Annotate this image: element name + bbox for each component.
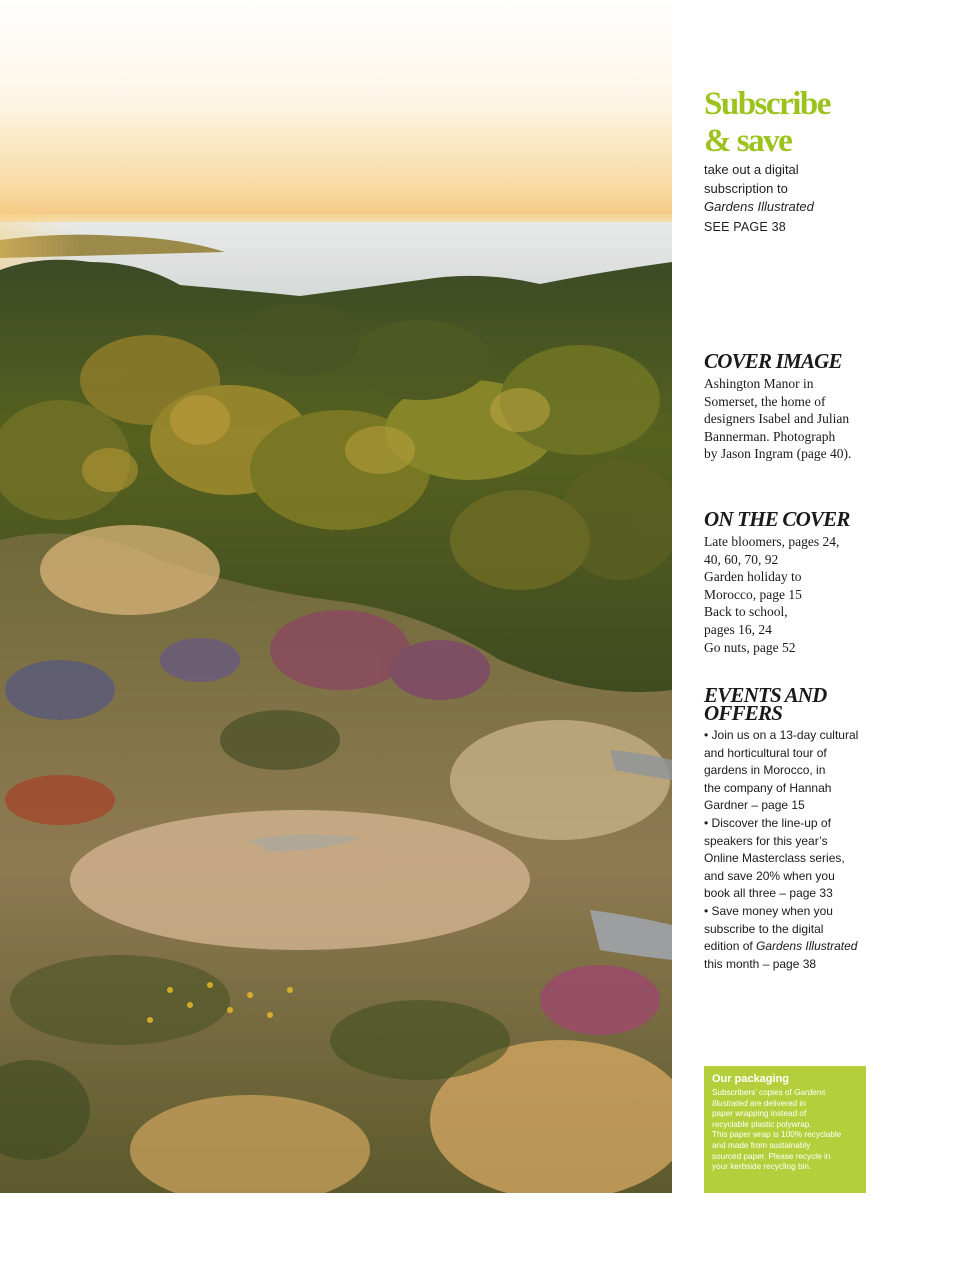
events-line: gardens in Morocco, in [704, 763, 826, 778]
packaging-line: sourced paper. Please recycle in [712, 1151, 831, 1161]
subscribe-page-reference[interactable]: SEE PAGE 38 [704, 219, 786, 234]
on-the-cover-heading: ON THE COVER [704, 507, 850, 531]
events-line: • Discover the line-up of [704, 815, 831, 830]
events-line: subscribe to the digital [704, 921, 824, 936]
subscribe-promo [704, 86, 874, 234]
events-heading [704, 683, 874, 725]
subscribe-text-line: subscription to [704, 180, 788, 196]
events-line: and horticultural tour of [704, 745, 827, 760]
packaging-line: your kerbside recycling bin. [712, 1162, 812, 1172]
on-the-cover-item: Garden holiday to [704, 569, 802, 585]
events-line: Gardner – page 15 [704, 798, 805, 813]
events-line [704, 938, 874, 956]
on-the-cover-section [704, 507, 874, 656]
cover-image-line: Ashington Manor in [704, 376, 814, 391]
events-heading-line-2: OFFERS [704, 701, 783, 725]
events-line: book all three – page 33 [704, 886, 833, 901]
events-and-offers-section [704, 683, 874, 973]
packaging-title: Our packaging [712, 1073, 790, 1085]
cover-image-section [704, 349, 874, 463]
subscribe-title-line-1: Subscribe [704, 86, 830, 122]
cover-image-line: by Jason Ingram (page 40). [704, 446, 852, 462]
cover-image-line: Bannerman. Photograph [704, 428, 836, 444]
events-line: the company of Hannah [704, 780, 832, 795]
packaging-line-text: are delivered in [747, 1098, 806, 1108]
cover-image-caption [704, 375, 874, 463]
on-the-cover-item: pages 16, 24 [704, 621, 772, 637]
packaging-line: recyclable plastic polywrap. [712, 1119, 812, 1129]
packaging-text [712, 1088, 858, 1173]
events-line: • Join us on a 13-day cultural [704, 728, 859, 742]
cover-image-line: Somerset, the home of [704, 393, 826, 409]
events-line: speakers for this year’s [704, 833, 828, 848]
cover-image-line: designers Isabel and Julian [704, 411, 850, 427]
magazine-title: Gardens [794, 1088, 826, 1097]
events-line: this month – page 38 [704, 956, 817, 971]
events-line-text: edition of [704, 939, 757, 954]
packaging-line [712, 1088, 858, 1099]
packaging-line [712, 1099, 858, 1110]
packaging-line: This paper wrap is 100% recyclable [712, 1130, 842, 1140]
subscribe-title-line-2: & save [704, 123, 792, 159]
events-line: Online Masterclass series, [704, 851, 845, 866]
on-the-cover-item: Morocco, page 15 [704, 586, 802, 602]
on-the-cover-list [704, 533, 874, 656]
cover-image-heading: COVER IMAGE [704, 349, 842, 373]
on-the-cover-item: 40, 60, 70, 92 [704, 551, 779, 567]
magazine-title: Gardens Illustrated [704, 199, 814, 214]
on-the-cover-item: Late bloomers, pages 24, [704, 534, 840, 549]
subscribe-text [704, 161, 874, 217]
subscribe-title [704, 86, 874, 160]
on-the-cover-item: Go nuts, page 52 [704, 639, 796, 655]
packaging-line: paper wrapping instead of [712, 1109, 807, 1119]
events-line: and save 20% when you [704, 868, 835, 883]
on-the-cover-item: Back to school, [704, 604, 788, 620]
packaging-info-box [704, 1066, 866, 1193]
magazine-title: Gardens Illustrated [756, 939, 858, 954]
events-line: • Save money when you [704, 903, 833, 918]
packaging-line-text: Subscribers’ copies of [712, 1088, 795, 1097]
events-list [704, 727, 874, 973]
subscribe-text-line: take out a digital [704, 162, 799, 177]
events-heading-line-1: EVENTS AND [704, 683, 827, 707]
magazine-title: Illustrated [712, 1098, 748, 1108]
packaging-line: and made from sustainably [712, 1140, 811, 1150]
